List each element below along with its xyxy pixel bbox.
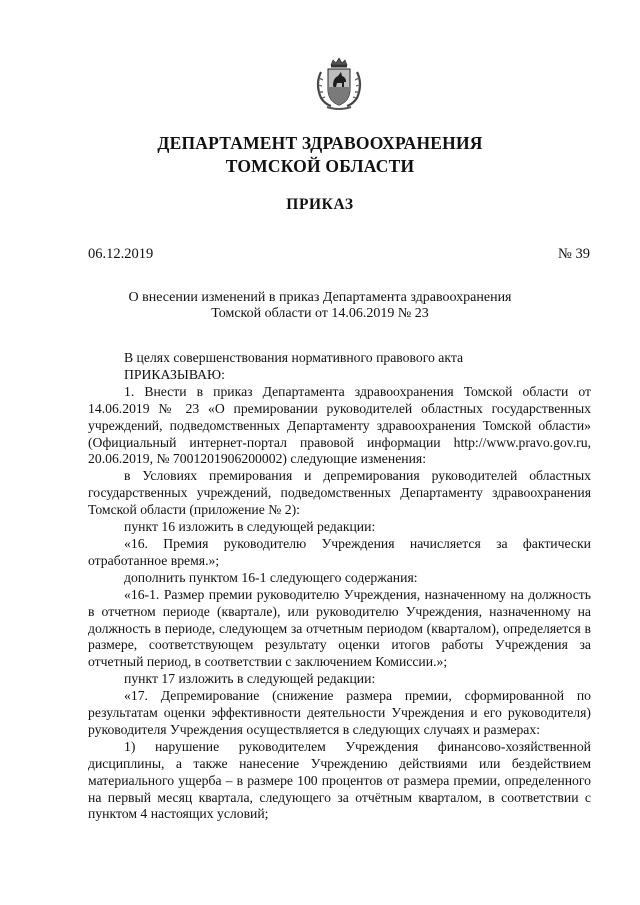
document-number: № 39 [558, 246, 590, 262]
body-paragraph: в Условиях премирования и депремирования руководителей областных государственных учреждений, подведомственных Департаменту здравоохранения Томской области (приложение № 2): [88, 468, 591, 518]
body-paragraph: 1. Внести в приказ Департамента здравоохранения Томской области от 14.06.2019 № 23 «О премировании руководителей областных государственных учреждений, подведомственных Департаменту здравоохранения Томской области» (Официальный интернет-портал правовой информации http://www.pravo.gov.ru, 20.06.2019, № 7001201906200002) следующие изменения: [88, 383, 591, 467]
document-type: ПРИКАЗ [286, 196, 354, 213]
body-paragraph: пункт 17 изложить в следующей редакции: [124, 671, 376, 687]
body-paragraph: «17. Депремирование (снижение размера премии, сформированной по результатам оценки эффективности деятельности Учреждения и его руководителя) руководителя Учреждения осуществляется в следующих случаях и размерах: [88, 688, 591, 737]
document-subject-line2: Томской области от 14.06.2019 № 23 [211, 306, 429, 321]
body-paragraph: «16-1. Размер премии руководителю Учреждения, назначенному на должность в отчетном периоде (квартале), или руководителю Учреждения, назначенному на должность в периоде, следующем за отчетным периодом (кварталом), определяется в размере, соответствующем результату оценки итогов работы Учреждения за отчетный период, в соответствии с заключением Комиссии.»; [88, 586, 591, 670]
organization-name-line1: ДЕПАРТАМЕНТ ЗДРАВООХРАНЕНИЯ [157, 133, 483, 153]
body-paragraph: «16. Премия руководителю Учреждения начисляется за фактически отработанное время.»; [88, 535, 591, 568]
body-paragraph: пункт 16 изложить в следующей редакции: [124, 519, 376, 535]
body-paragraph: 1) нарушение руководителем Учреждения финансово-хозяйственной дисциплины, а также нанесение Учреждению действиями или бездействием материального ущерба – в размере 100 процентов от размера премии, определенного на первый месяц квартала, следующего за отчётным кварталом, в соответствии с пунктом 4 настоящих условий; [88, 738, 591, 822]
document-date: 06.12.2019 [88, 246, 154, 262]
organization-name-line2: ТОМСКОЙ ОБЛАСТИ [225, 156, 415, 176]
tomsk-region-coat-of-arms-icon [311, 56, 367, 112]
document-body [88, 350, 591, 823]
body-paragraph: В целях совершенствования нормативного правового акта [124, 350, 464, 365]
document-subject-line1: О внесении изменений в приказ Департамента здравоохранения [128, 290, 512, 305]
body-paragraph: дополнить пунктом 16-1 следующего содержания: [124, 569, 418, 585]
body-paragraph: ПРИКАЗЫВАЮ: [124, 366, 225, 382]
